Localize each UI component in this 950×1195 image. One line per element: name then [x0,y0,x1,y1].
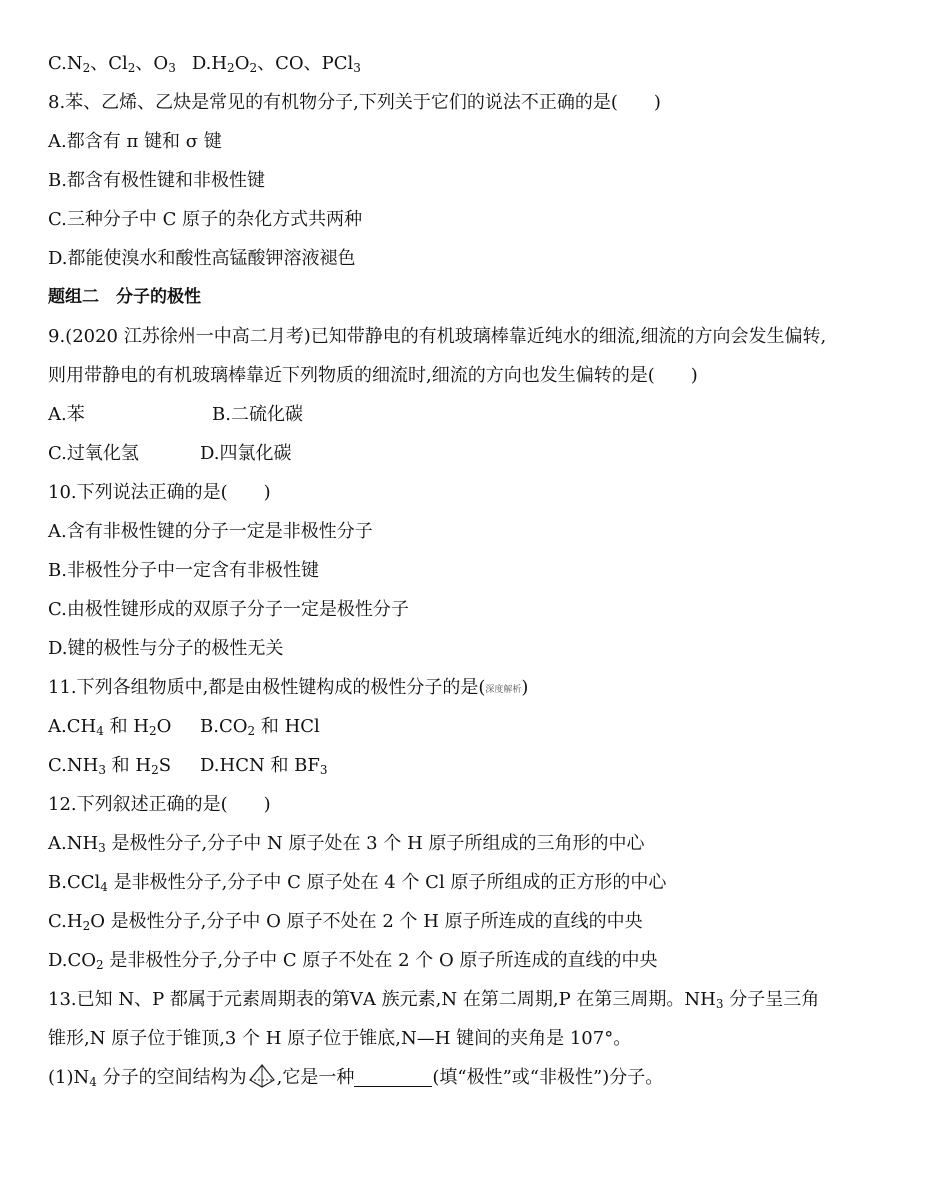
option-10d: D.键的极性与分子的极性无关 [48,638,284,659]
option-8d: D.都能使溴水和酸性高锰酸钾溶液褪色 [48,248,356,269]
sub: 2 [247,724,256,738]
text: B.CCl [48,872,101,893]
question-9-line1: 9.(2020 江苏徐州一中高二月考)已知带静电的有机玻璃棒靠近纯水的细流,细流的方向会发生偏转, [48,326,827,347]
option-9d: D.四氯化碳 [200,443,292,464]
option-12b [48,863,908,902]
text: 、Cl [90,53,128,74]
sub: 3 [168,61,176,75]
question-13-part1 [48,1058,908,1097]
text: 和 H [105,755,152,776]
text: O [234,53,250,74]
sub: 4 [89,1075,97,1089]
options-11-ab [48,707,908,746]
sub: 3 [715,997,724,1011]
text: 13.已知 N、P 都属于元素周期表的第ⅤA 族元素,N 在第二周期,P 在第三周期。NH [48,989,716,1010]
group-heading: 题组二 分子的极性 [48,287,201,307]
option-10b: B.非极性分子中一定含有非极性键 [48,560,319,581]
option-8a: A.都含有 π 键和 σ 键 [48,131,222,152]
option-8b: B.都含有极性键和非极性键 [48,170,265,191]
option-11c [48,746,200,785]
text: C.NH [48,755,99,776]
text: A.NH [48,833,99,854]
options-11-cd [48,746,908,785]
sub: 2 [151,763,159,777]
option-11a [48,707,200,746]
option-8c: C.三种分子中 C 原子的杂化方式共两种 [48,209,363,230]
sub: 2 [127,61,136,75]
answer-blank[interactable] [354,1066,432,1087]
question-11 [48,668,908,707]
text: (填“极性”或“非极性”)分子。 [432,1067,664,1088]
sub: 2 [82,919,91,933]
option-10a: A.含有非极性键的分子一定是非极性分子 [48,521,373,542]
text: 、O [135,53,169,74]
sub: 3 [98,841,106,855]
question-9-line2: 则用带静电的有机玻璃棒靠近下列物质的细流时,细流的方向也发生偏转的是( ) [48,365,698,386]
option-12a [48,824,908,863]
option-9a: A.苯 [48,404,85,425]
sub: 2 [96,958,104,972]
text: D.CO [48,950,97,971]
text: C.H [48,911,83,932]
question-8: 8.苯、乙烯、乙炔是常见的有机物分子,下列关于它们的说法不正确的是( ) [48,92,661,113]
text: ) [521,677,529,698]
text: O [156,716,172,737]
text: 是非极性分子,分子中 C 原子不处在 2 个 O 原子所连成的直线的中央 [103,950,658,971]
option-12c [48,902,908,941]
text: 分子呈三角 [723,989,820,1010]
text: 是极性分子,分子中 N 原子处在 3 个 H 原子所组成的三角形的中心 [105,833,645,854]
sub: 2 [227,61,235,75]
sub: 2 [148,724,157,738]
tetrahedron-icon [247,1063,277,1089]
sub: 3 [319,763,328,777]
text: B.CO [200,716,248,737]
text: 是非极性分子,分子中 C 原子处在 4 个 Cl 原子所组成的正方形的中心 [107,872,667,893]
text: 分子的空间结构为 [96,1067,247,1088]
options-9-cd [48,434,908,473]
sub: 2 [82,61,91,75]
text: 和 HCl [255,716,320,737]
question-13-line2: 锥形,N 原子位于锥顶,3 个 H 原子位于锥底,N—H 键间的夹角是 107°。 [48,1028,632,1049]
text: A.CH [48,716,97,737]
option-9b: B.二硫化碳 [212,404,303,425]
text: O 是极性分子,分子中 O 原子不处在 2 个 H 原子所连成的直线的中央 [90,911,643,932]
sub: 4 [100,880,108,894]
options-9-ab [48,395,908,434]
sub: 3 [98,763,106,777]
sub: 2 [249,61,258,75]
option-12d [48,941,908,980]
options-c-d-prev [48,44,908,83]
sub: 3 [353,61,361,75]
option-10c: C.由极性键形成的双原子分子一定是极性分子 [48,599,409,620]
text: ,它是一种 [276,1067,355,1088]
question-10: 10.下列说法正确的是( ) [48,482,271,503]
document-page [48,44,908,1097]
deep-analysis-tag: 深度解析 [485,685,522,695]
option-11b [200,716,320,737]
text: (1)N [48,1067,90,1088]
question-13-line1 [48,980,908,1019]
text: 、CO、PCl [257,53,354,74]
text: D.H [191,53,228,74]
sub: 4 [96,724,104,738]
question-12: 12.下列叙述正确的是( ) [48,794,271,815]
option-9c: C.过氧化氢 [48,443,139,464]
text: 11.下列各组物质中,都是由极性键构成的极性分子的是( [48,677,486,698]
text: D.HCN 和 BF [200,755,320,776]
text: 和 H [103,716,149,737]
option-11d [200,755,328,776]
text: S [158,755,172,776]
text: C.N [48,53,83,74]
